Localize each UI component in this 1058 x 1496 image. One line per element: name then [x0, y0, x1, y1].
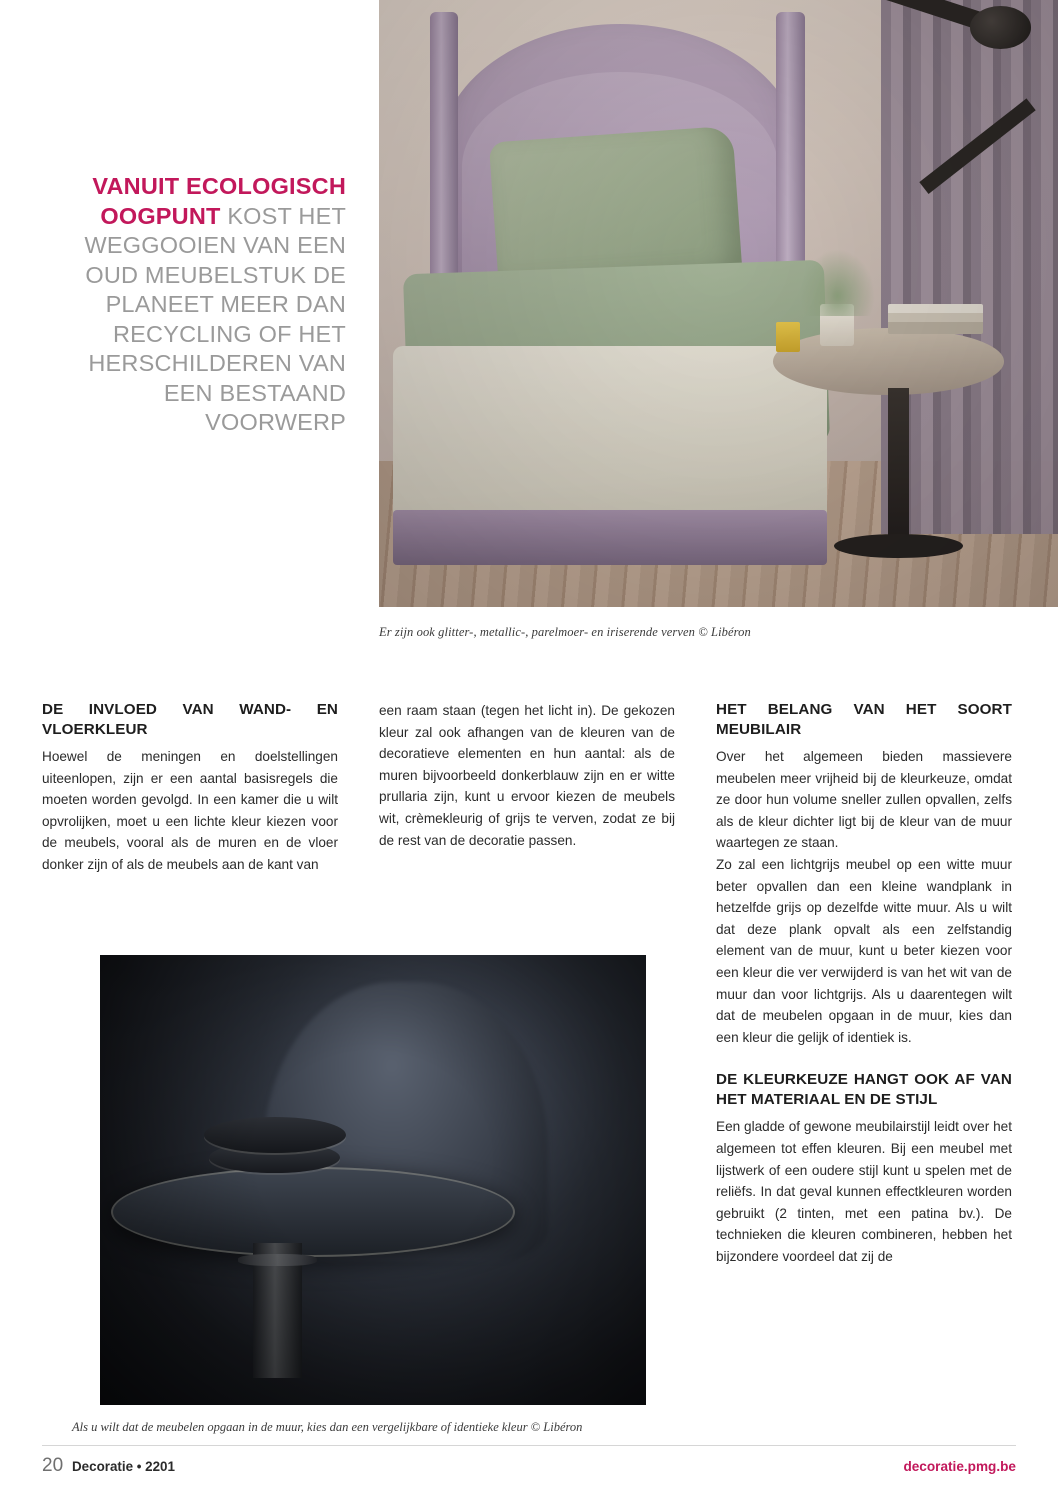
- hero-photo: [379, 0, 1058, 607]
- footer-publication: Decoratie • 2201: [72, 1459, 175, 1474]
- article-headline: [46, 172, 346, 438]
- secondary-photo-vignette: [100, 955, 646, 1405]
- hero-photo-caption: Er zijn ook glitter-, metallic-, parelmoer- en iriserende verven © Libéron: [379, 625, 751, 639]
- col3-heading-1: HET BELANG VAN HET SOORT MEUBILAIR: [716, 701, 1012, 738]
- headline-lead: VANUIT ECOLOGISCH OOGPUNT: [92, 173, 346, 229]
- secondary-photo-caption: Als u wilt dat de meubelen opgaan in de muur, kies dan een vergelijkbare of identieke kleur © Libéron: [72, 1420, 583, 1434]
- body-column-2: [379, 700, 675, 851]
- col3-heading-2: DE KLEURKEUZE HANGT OOK AF VAN HET MATERIAAL EN DE STIJL: [716, 1071, 1012, 1108]
- col3-paragraph-2: Zo zal een lichtgrijs meubel op een witte muur beter opvallen dan een kleine wandplank in hetzelfde grijs op dezelfde witte muur. Als u wilt dat deze plank opvalt als een zelfstandig element van de muur, kunt u beter kiezen voor een kleur die ver verwijderd is van het wit van de muur dan voor lichtgrijs. Als u daarentegen wilt dat de meubelen opgaan in de muur, kies dan een kleur die gelijk of identiek is.: [716, 856, 1012, 1045]
- col1-heading: DE INVLOED VAN WAND- EN VLOERKLEUR: [42, 701, 338, 738]
- col2-paragraph: een raam staan (tegen het licht in). De gekozen kleur zal ook afhangen van de kleuren van de decoratieve elementen en hun aantal: als de muren bijvoorbeeld donkerblauw zijn en er witte prullaria zijn, kunt u ervoor kiezen de meubels wit, crèmekleurig of grijs te verven, zodat ze bij de rest van de decoratie passen.: [379, 703, 675, 848]
- headline-rest: KOST HET WEGGOOIEN VAN EEN OUD MEUBELSTUK DE PLANEET MEER DAN RECYCLING OF HET HERSCHILDEREN VAN EEN BESTAAND VOORWERP: [84, 202, 346, 435]
- col3-paragraph-1: Over het algemeen bieden massievere meubelen meer vrijheid bij de kleurkeuze, omdat ze door hun volume sneller zullen opvallen, zelfs als de kleur dichter ligt bij de kleur van de muur waartegen ze staan.: [716, 749, 1012, 851]
- body-column-3: [716, 700, 1012, 1267]
- body-column-1: [42, 700, 338, 876]
- col3-paragraph-3: Een gladde of gewone meubilairstijl leidt over het algemeen tot effen kleuren. Bij een meubel met lijstwerk of een oudere stijl kunt u spelen met de reliëfs. In dat geval kunnen effectkleuren worden gebruikt (2 tinten, met een patina bv.). De technieken die kleuren combineren, hebben het bijzondere voordeel dat zij de: [716, 1119, 1012, 1264]
- page-number: 20: [42, 1455, 64, 1476]
- footer-url[interactable]: decoratie.pmg.be: [903, 1459, 1016, 1474]
- photo-overlay: [379, 0, 1058, 607]
- col1-paragraph: Hoewel de meningen en doelstellingen uiteenlopen, zijn er een aantal basisregels die moeten worden gevolgd. In een kamer die u wilt opvrolijken, moet u een lichte kleur kiezen voor de meubels, vooral als de muren en de vloer donker zijn of als de meubels aan de kant van: [42, 749, 338, 872]
- secondary-photo: [100, 955, 646, 1405]
- hero-section: [0, 0, 1058, 660]
- footer-divider: [42, 1445, 1016, 1446]
